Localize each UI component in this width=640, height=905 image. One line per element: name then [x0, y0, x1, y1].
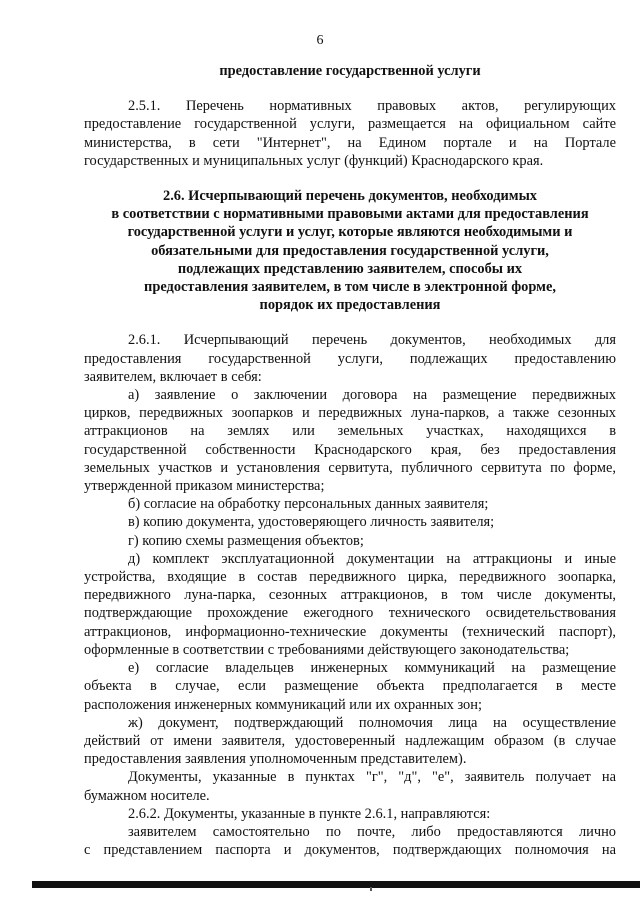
p262-heading: 2.6.2. Документы, указанные в пункте 2.6.1, направляются:: [128, 805, 491, 822]
p261-line-1: 2.6.1. Исчерпывающий перечень документов, необходимых для: [128, 332, 616, 349]
item-d-line-2: устройства, входящие в состав передвижного цирка, передвижного зоопарка,: [84, 569, 616, 586]
item-a-line-3: аттракционов на землях или земельных участках, находящихся в: [84, 423, 616, 440]
p262-body-line-1: заявителем самостоятельно по почте, либо предоставляются лично: [128, 823, 616, 840]
item-d-line-6: оформленные в соответствии с требованиями действующего законодательства;: [84, 641, 570, 658]
p251-line-2: предоставление государственной услуги, размещается на официальном сайте: [84, 116, 616, 133]
item-e-line-1: е) согласие владельцев инженерных коммуникаций на размещение: [128, 660, 616, 677]
item-a-line-2: цирков, передвижных зоопарков и передвижных луна-парков, а также сезонных: [84, 405, 616, 422]
item-zh-line-3: предоставления заявления уполномоченным представителем).: [84, 751, 467, 768]
heading-26-line-4: обязательными для предоставления государственной услуги,: [151, 242, 549, 259]
docs-note-line-2: бумажном носителе.: [84, 787, 210, 804]
item-d-line-5: аттракционов, информационно-технические документы (технический паспорт),: [84, 623, 616, 640]
heading-26-line-1: 2.6. Исчерпывающий перечень документов, необходимых: [163, 188, 537, 205]
p262-body-line-2: с представлением паспорта и документов, подтверждающих полномочия на: [84, 842, 616, 859]
p261-line-2: предоставления государственной услуги, подлежащих предоставлению: [84, 350, 616, 367]
page-number: 6: [316, 33, 324, 48]
heading-26-line-2: в соответствии с нормативными правовыми актами для предоставления: [111, 206, 589, 223]
scan-edge-mark: [370, 887, 372, 891]
item-a-line-4: государственной собственности Краснодарского края, без предоставления: [84, 441, 616, 458]
item-a-line-5: земельных участков и установления сервитута, публичного сервитута по форме,: [84, 459, 616, 476]
item-d-line-4: подтверждающие прохождение ежегодного технического освидетельствования: [84, 605, 616, 622]
heading-26-line-7: порядок их предоставления: [259, 297, 441, 314]
p251-line-4: государственных и муниципальных услуг (функций) Краснодарского края.: [84, 152, 544, 169]
item-a-line-6: утвержденной приказом министерства;: [84, 478, 325, 495]
scan-bottom-edge: [32, 881, 640, 888]
item-g: г) копию схемы размещения объектов;: [128, 532, 364, 549]
docs-note-line-1: Документы, указанные в пунктах "г", "д", "е", заявитель получает на: [128, 769, 616, 786]
item-d-line-3: передвижного луна-парка, сезонных аттракционов, в том числе документы,: [84, 587, 616, 604]
item-a-line-1: а) заявление о заключении договора на размещение передвижных: [128, 387, 616, 404]
intro-fragment: предоставление государственной услуги: [219, 63, 481, 79]
p251-line-1: 2.5.1. Перечень нормативных правовых актов, регулирующих: [128, 98, 616, 115]
item-e-line-2: объекта в случае, если размещение объекта предполагается в месте: [84, 678, 616, 695]
heading-26-line-5: подлежащих представлению заявителем, способы их: [177, 260, 523, 277]
item-zh-line-1: ж) документ, подтверждающий полномочия лица на осуществление: [128, 714, 616, 731]
item-v: в) копию документа, удостоверяющего личность заявителя;: [128, 514, 495, 531]
item-e-line-3: расположения инженерных коммуникаций или их охранных зон;: [84, 696, 482, 713]
p261-line-3: заявителем, включает в себя:: [84, 368, 262, 385]
p251-line-3: министерства, в сети "Интернет", на Едином портале и на Портале: [84, 134, 616, 151]
item-zh-line-2: действий от имени заявителя, удостоверенный надлежащим образом (в случае: [84, 732, 616, 749]
heading-26-line-3: государственной услуги и услуг, которые являются необходимыми и: [127, 224, 573, 241]
item-d-line-1: д) комплект эксплуатационной документации на аттракционы и иные: [128, 550, 616, 567]
document-body: [84, 62, 616, 859]
heading-26-line-6: предоставления заявителем, в том числе в электронной форме,: [144, 279, 556, 296]
item-b: б) согласие на обработку персональных данных заявителя;: [128, 496, 489, 513]
